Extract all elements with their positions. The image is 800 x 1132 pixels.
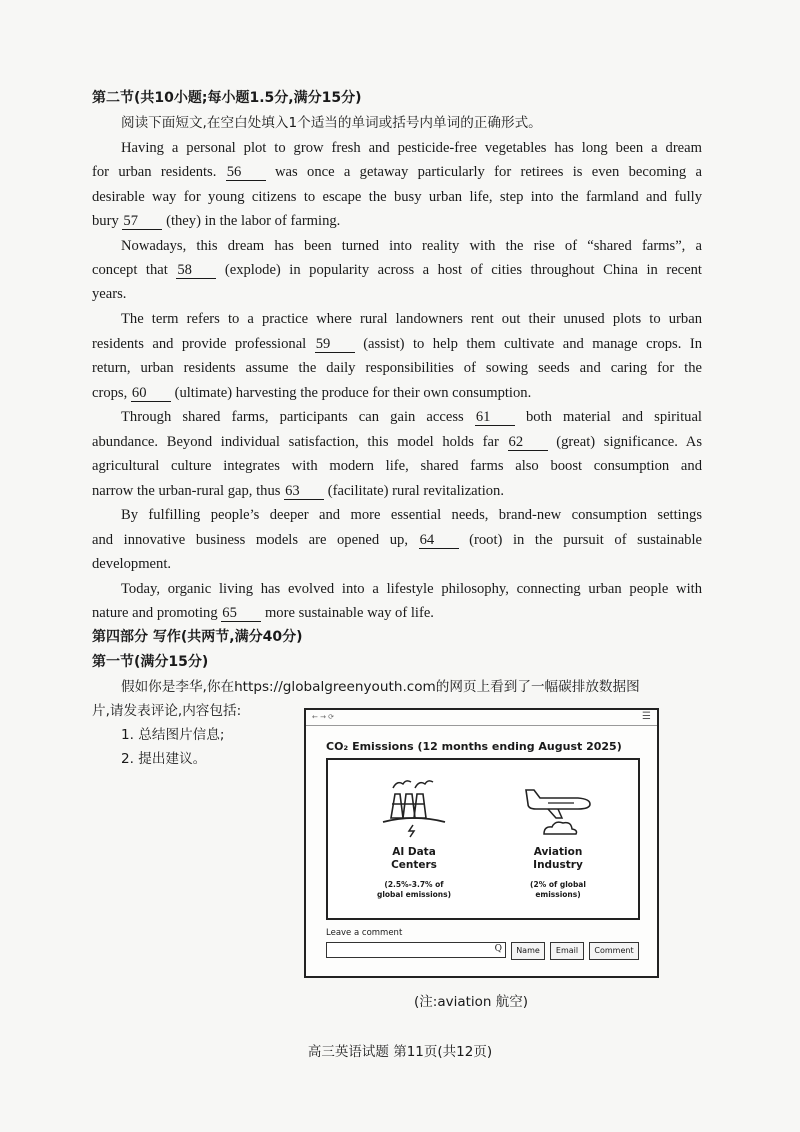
comment-button[interactable]: Comment [589, 942, 639, 960]
aviation-column [488, 760, 628, 900]
passage-line: residents and provide professional 59 (assist) to help them cultivate and manage crops. In [92, 336, 702, 352]
name-button[interactable]: Name [511, 942, 545, 960]
browser-toolbar [306, 710, 657, 726]
passage-line: concept that 58 (explode) in popularity across a host of cities throughout China in recent [92, 262, 702, 278]
ai-data-centers-share: (2.5%-3.7% of global emissions) [376, 880, 452, 899]
blank-57[interactable]: 57 [122, 213, 162, 230]
nav-buttons[interactable]: ← → ⟳ [312, 713, 335, 721]
passage-line: Today, organic living has evolved into a lifestyle philosophy, connecting urban people with [121, 581, 702, 597]
webpage-screenshot [304, 708, 659, 978]
passage-line: Having a personal plot to grow fresh and pesticide-free vegetables has long been a dream [121, 140, 702, 156]
figure-title: CO₂ Emissions (12 months ending August 2025) [326, 740, 622, 753]
passage-line: bury 57 (they) in the labor of farming. [92, 213, 341, 229]
sub-heading: 第一节(满分15分) [92, 654, 209, 670]
section-heading: 第二节(共10小题;每小题1.5分,满分15分) [92, 90, 362, 106]
passage-line: narrow the urban-rural gap, thus 63 (facilitate) rural revitalization. [92, 483, 504, 499]
passage-line: agricultural culture integrates with modern life, shared farms also boost consumption and [92, 458, 702, 474]
passage-line: crops, 60 (ultimate) harvesting the produce for their own consumption. [92, 385, 532, 401]
vocabulary-note: (注:aviation 航空) [414, 994, 529, 1010]
passage-line: nature and promoting 65 more sustainable way of life. [92, 605, 434, 621]
comment-label: Leave a comment [326, 928, 403, 938]
blank-60[interactable]: 60 [131, 385, 171, 402]
blank-63[interactable]: 63 [284, 483, 324, 500]
blank-56[interactable]: 56 [226, 164, 266, 181]
menu-icon[interactable]: ☰ [642, 711, 651, 722]
page-footer: 高三英语试题 第11页(共12页) [307, 1044, 493, 1060]
blank-61[interactable]: 61 [475, 409, 515, 426]
aviation-share: (2% of global emissions) [530, 880, 586, 899]
passage-line: abundance. Beyond individual satisfaction, this model holds far 62 (great) significance. As [92, 434, 703, 450]
blank-62[interactable]: 62 [508, 434, 548, 451]
data-center-icon [379, 776, 449, 838]
passage-line: The term refers to a practice where rural landowners rent out their unused plots to urban [121, 311, 702, 327]
passage-line: Through shared farms, participants can gain access 61 both material and spiritual [121, 409, 702, 425]
search-icon[interactable]: Q [494, 944, 502, 954]
blank-65[interactable]: 65 [221, 605, 261, 622]
passage-line: development. [92, 556, 172, 572]
airplane-icon [518, 776, 598, 838]
writing-prompt: 假如你是李华,你在https://globalgreenyouth.com的网页上看到了一幅碳排放数据图 [121, 679, 640, 695]
blank-58[interactable]: 58 [176, 262, 216, 279]
passage-line: years. [92, 286, 127, 302]
comment-input[interactable] [326, 942, 506, 958]
passage-line: Nowadays, this dream has been turned into reality with the rise of “shared farms”, a [121, 238, 702, 254]
passage-line: and innovative business models are opened up, 64 (root) in the pursuit of sustainable [92, 532, 702, 548]
blank-59[interactable]: 59 [315, 336, 355, 353]
email-button[interactable]: Email [550, 942, 584, 960]
ai-data-centers-column [344, 760, 484, 900]
passage-line: for urban residents. 56 was once a getaway particularly for retirees is even becoming a [92, 164, 702, 180]
part-heading: 第四部分 写作(共两节,满分40分) [92, 629, 303, 645]
ai-data-centers-label: AI Data Centers [391, 846, 437, 871]
passage-line: By fulfilling people’s deeper and more essential needs, brand-new consumption settings [121, 507, 702, 523]
passage-line: desirable way for young citizens to escape the busy urban life, step into the farmland and fully [92, 189, 702, 205]
emissions-panel [326, 758, 640, 920]
blank-64[interactable]: 64 [419, 532, 459, 549]
instruction: 阅读下面短文,在空白处填入1个适当的单词或括号内单词的正确形式。 [121, 115, 542, 131]
requirement-2: 2. 提出建议。 [121, 751, 207, 767]
requirement-1: 1. 总结图片信息; [121, 727, 225, 743]
passage-line: return, urban residents assume the daily responsibilities of sowing seeds and caring for the [92, 360, 702, 376]
writing-prompt: 片,请发表评论,内容包括: [92, 703, 242, 719]
aviation-label: Aviation Industry [533, 846, 583, 871]
